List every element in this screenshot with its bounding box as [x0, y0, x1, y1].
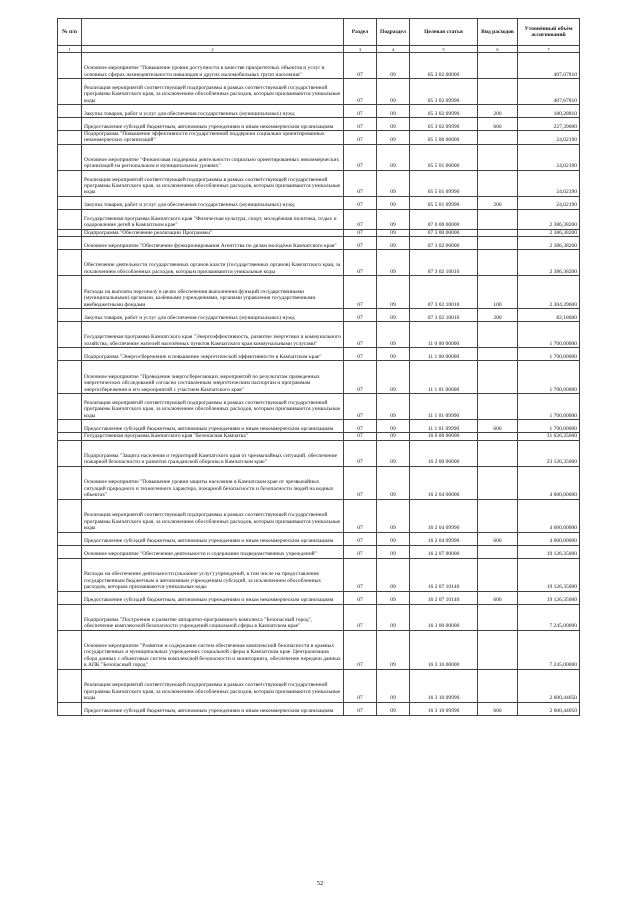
cell-subsection: 09	[377, 630, 410, 669]
header-subsection: Подраздел	[377, 19, 410, 46]
cell-amount: 82,18600	[518, 309, 580, 322]
cell-exptype: 200	[478, 105, 518, 118]
cell-num	[58, 591, 82, 604]
cell-section: 07	[344, 499, 377, 532]
cell-name: Предоставление субсидий бюджетным, автономным учреждениям и иным некоммерческим организациям	[82, 591, 344, 604]
cell-subsection: 09	[377, 466, 410, 499]
table-row	[58, 348, 580, 361]
colnum-1: 1	[58, 46, 82, 53]
cell-num	[58, 499, 82, 532]
table-row	[58, 669, 580, 702]
cell-name: Государственная программа Камчатского края "Энергоэффективность, развитие энергетики и коммунального хозяйства, обеспечение жителей населённых пунктов Камчатского края коммунальными услугами"	[82, 322, 344, 348]
cell-subsection: 09	[377, 209, 410, 229]
table-row	[58, 545, 580, 558]
cell-exptype	[478, 250, 518, 276]
cell-target: 16 3 10 09990	[410, 702, 478, 715]
table-row	[58, 630, 580, 669]
cell-amount: 1 700,00000	[518, 322, 580, 348]
cell-exptype	[478, 361, 518, 394]
table-row	[58, 144, 580, 170]
cell-num	[58, 131, 82, 145]
cell-exptype: 100	[478, 276, 518, 309]
cell-target: 07 3 00 00000	[410, 229, 478, 236]
cell-num	[58, 196, 82, 209]
table-body	[58, 53, 580, 716]
cell-amount: 2 600,44050	[518, 669, 580, 702]
cell-target: 16 2 07 10140	[410, 558, 478, 591]
table-row	[58, 170, 580, 196]
cell-target: 16 2 04 00000	[410, 466, 478, 499]
table-row	[58, 250, 580, 276]
cell-exptype: 200	[478, 309, 518, 322]
cell-subsection: 09	[377, 361, 410, 394]
cell-name: Предоставление субсидий бюджетным, автономным учреждениям и иным некоммерческим организациям	[82, 420, 344, 433]
table-row	[58, 309, 580, 322]
cell-target: 11 1 01 00000	[410, 361, 478, 394]
cell-amount: 4 000,00000	[518, 532, 580, 545]
table-row	[58, 394, 580, 420]
cell-exptype: 200	[478, 196, 518, 209]
table-row	[58, 196, 580, 209]
cell-amount: 24,02190	[518, 131, 580, 145]
cell-name: Подпрограмма "Обеспечение реализации Программы"	[82, 229, 344, 236]
cell-exptype	[478, 229, 518, 236]
cell-section: 07	[344, 237, 377, 250]
cell-subsection: 09	[377, 545, 410, 558]
cell-target: 07 3 02 10010	[410, 309, 478, 322]
table-row	[58, 558, 580, 591]
cell-subsection: 09	[377, 144, 410, 170]
cell-section: 07	[344, 309, 377, 322]
cell-exptype	[478, 558, 518, 591]
cell-section: 07	[344, 348, 377, 361]
cell-name: Подпрограмма "Энергосбережение и повышение энергетической эффективности в Камчатском крае"	[82, 348, 344, 361]
cell-name: Государственная программа Камчатского края "Безопасная Камчатка"	[82, 433, 344, 440]
cell-exptype: 600	[478, 532, 518, 545]
cell-section: 07	[344, 604, 377, 630]
cell-subsection: 09	[377, 604, 410, 630]
colnum-4: 4	[377, 46, 410, 53]
cell-subsection: 09	[377, 669, 410, 702]
cell-num	[58, 237, 82, 250]
cell-target: 05 3 02 00000	[410, 53, 478, 79]
colnum-5: 5	[410, 46, 478, 53]
cell-num	[58, 702, 82, 715]
header-section: Раздел	[344, 19, 377, 46]
cell-target: 11 1 00 00000	[410, 348, 478, 361]
cell-exptype: 600	[478, 702, 518, 715]
cell-num	[58, 170, 82, 196]
cell-num	[58, 466, 82, 499]
cell-amount: 1 700,00000	[518, 394, 580, 420]
cell-num	[58, 276, 82, 309]
cell-num	[58, 144, 82, 170]
cell-amount: 7 245,00000	[518, 630, 580, 669]
cell-target: 07 3 02 10010	[410, 250, 478, 276]
cell-exptype	[478, 53, 518, 79]
table-row	[58, 702, 580, 715]
cell-section: 07	[344, 532, 377, 545]
cell-subsection: 09	[377, 79, 410, 105]
colnum-6: 6	[478, 46, 518, 53]
cell-amount: 24,02190	[518, 196, 580, 209]
cell-exptype: 600	[478, 420, 518, 433]
cell-name: Обеспечение деятельности государственных органов власти (государственных органов) Камчатского края, за исключением обособленных расходов, которым присваиваются уникальные коды	[82, 250, 344, 276]
column-number-row	[58, 46, 580, 53]
table-row	[58, 105, 580, 118]
cell-target: 11 0 00 00000	[410, 322, 478, 348]
cell-amount: 407,67810	[518, 79, 580, 105]
cell-section: 07	[344, 229, 377, 236]
cell-amount: 31 626,35000	[518, 433, 580, 440]
cell-subsection: 09	[377, 420, 410, 433]
cell-name: Расходы на обеспечение деятельности (оказание услуг) учреждений, в том числе на предоставление государственным бюджетным и автономным учреждениям субсидий, за исключением обособленных расходов, которым присваиваются уникальные коды	[82, 558, 344, 591]
cell-section: 07	[344, 466, 377, 499]
cell-name: Подпрограмма "Защита населения и территорий Камчатского края от чрезвычайных ситуаций, обеспечение пожарной безопасности и развитие гражданской обороны в Камчатском крае"	[82, 440, 344, 466]
cell-section: 07	[344, 105, 377, 118]
cell-amount: 19 126,35000	[518, 591, 580, 604]
table-row	[58, 209, 580, 229]
cell-num	[58, 209, 82, 229]
cell-num	[58, 669, 82, 702]
cell-name: Реализация мероприятий соответствующей подпрограммы в рамках соответствующей государственной программы Камчатского края, за исключением обособленных расходов, которым присваиваются уникальные коды	[82, 79, 344, 105]
table-row	[58, 229, 580, 236]
cell-amount: 180,28810	[518, 105, 580, 118]
cell-exptype	[478, 322, 518, 348]
cell-target: 16 3 10 09990	[410, 669, 478, 702]
cell-num	[58, 309, 82, 322]
cell-num	[58, 604, 82, 630]
cell-exptype: 600	[478, 591, 518, 604]
cell-section: 07	[344, 440, 377, 466]
cell-section: 07	[344, 250, 377, 276]
cell-amount: 2 386,38200	[518, 250, 580, 276]
cell-name: Основное мероприятие "Развитие и содержание систем обеспечения комплексной безопасности в краевых государственных и муниципальных учреждениях социальной сферы в Камчатском крае. Централизация сбора данных с объектовых систем комплексной безопасности и мониторинга, обеспечение передачи данных в АПК "Безопасный город"	[82, 630, 344, 669]
cell-exptype	[478, 394, 518, 420]
colnum-2: 2	[82, 46, 344, 53]
cell-subsection: 09	[377, 309, 410, 322]
cell-target: 05 5 01 09990	[410, 196, 478, 209]
cell-name: Закупка товаров, работ и услуг для обеспечения государственных (муниципальных) нужд	[82, 196, 344, 209]
cell-num	[58, 229, 82, 236]
cell-subsection: 09	[377, 591, 410, 604]
cell-subsection: 09	[377, 433, 410, 440]
cell-name: Основное мероприятие "Обеспечение функционирования Агентства по делам молодёжи Камчатского края"	[82, 237, 344, 250]
cell-name: Подпрограмма "Повышение эффективности государственной поддержки социально ориентированных некоммерческих организаций"	[82, 131, 344, 145]
table-row	[58, 237, 580, 250]
cell-name: Реализация мероприятий соответствующей подпрограммы в рамках соответствующей государственной программы Камчатского края, за исключением обособленных расходов, которым присваиваются уникальные коды	[82, 669, 344, 702]
table-row	[58, 433, 580, 440]
table-row	[58, 532, 580, 545]
cell-target: 16 3 00 00000	[410, 604, 478, 630]
cell-amount: 2 386,38200	[518, 229, 580, 236]
cell-num	[58, 250, 82, 276]
cell-section: 07	[344, 420, 377, 433]
cell-exptype	[478, 79, 518, 105]
cell-subsection: 09	[377, 250, 410, 276]
cell-amount: 1 700,00000	[518, 420, 580, 433]
cell-target: 11 1 01 09990	[410, 420, 478, 433]
cell-num	[58, 105, 82, 118]
table-row	[58, 420, 580, 433]
cell-section: 07	[344, 209, 377, 229]
cell-subsection: 09	[377, 348, 410, 361]
cell-name: Реализация мероприятий соответствующей подпрограммы в рамках соответствующей государственной программы Камчатского края, за исключением обособленных расходов, которым присваиваются уникальные коды	[82, 499, 344, 532]
cell-section: 07	[344, 118, 377, 131]
cell-subsection: 09	[377, 394, 410, 420]
cell-num	[58, 420, 82, 433]
cell-amount: 19 126,35000	[518, 545, 580, 558]
cell-exptype	[478, 669, 518, 702]
cell-amount: 24,02190	[518, 170, 580, 196]
cell-exptype	[478, 630, 518, 669]
cell-name: Предоставление субсидий бюджетным, автономным учреждениям и иным некоммерческим организациям	[82, 532, 344, 545]
cell-amount: 4 000,00000	[518, 499, 580, 532]
cell-section: 07	[344, 276, 377, 309]
cell-amount: 2 386,38200	[518, 237, 580, 250]
cell-subsection: 09	[377, 532, 410, 545]
cell-num	[58, 322, 82, 348]
cell-section: 07	[344, 322, 377, 348]
cell-section: 07	[344, 558, 377, 591]
cell-subsection: 09	[377, 105, 410, 118]
cell-section: 07	[344, 144, 377, 170]
cell-exptype: 600	[478, 118, 518, 131]
cell-exptype	[478, 499, 518, 532]
cell-num	[58, 545, 82, 558]
cell-target: 05 5 01 00000	[410, 144, 478, 170]
cell-exptype	[478, 466, 518, 499]
table-row	[58, 466, 580, 499]
cell-name: Реализация мероприятий соответствующей подпрограммы в рамках соответствующей государственной программы Камчатского края, за исключением обособленных расходов, которым присваиваются уникальные коды	[82, 394, 344, 420]
cell-name: Основное мероприятие "Обеспечение деятельности и содержание подведомственных учреждений"	[82, 545, 344, 558]
cell-subsection: 09	[377, 276, 410, 309]
cell-num	[58, 118, 82, 131]
cell-target: 16 2 07 00000	[410, 545, 478, 558]
cell-name: Реализация мероприятий соответствующей подпрограммы в рамках соответствующей государственной программы Камчатского края, за исключением обособленных расходов, которым присваиваются уникальные коды	[82, 170, 344, 196]
cell-name: Предоставление субсидий бюджетным, автономным учреждениям и иным некоммерческим организациям	[82, 118, 344, 131]
cell-num	[58, 558, 82, 591]
cell-target: 11 1 01 09990	[410, 394, 478, 420]
cell-target: 05 5 00 00000	[410, 131, 478, 145]
header-name	[82, 19, 344, 46]
cell-exptype	[478, 144, 518, 170]
header-num: № п/п	[58, 19, 82, 46]
cell-amount: 24,02190	[518, 144, 580, 170]
cell-subsection: 09	[377, 131, 410, 145]
cell-target: 16 2 00 00000	[410, 440, 478, 466]
cell-exptype	[478, 348, 518, 361]
cell-target: 05 5 01 09990	[410, 170, 478, 196]
cell-section: 07	[344, 433, 377, 440]
cell-exptype	[478, 545, 518, 558]
cell-name: Расходы на выплаты персоналу в целях обеспечения выполнения функций государственными (муниципальными) органами, казёнными учреждениями, органами управления государственными внебюджетными фондами	[82, 276, 344, 309]
cell-exptype	[478, 440, 518, 466]
cell-num	[58, 348, 82, 361]
cell-section: 07	[344, 702, 377, 715]
cell-name: Подпрограмма "Построение и развитие аппаратно-программного комплекса "Безопасный город", обеспечение комплексной безопасности учреждений социальной сферы в Камчатском крае"	[82, 604, 344, 630]
header-target: Целевая статья	[410, 19, 478, 46]
cell-num	[58, 630, 82, 669]
cell-name: Основное мероприятие "Повышение уровня защиты населения в Камчатском крае от чрезвычайных ситуаций природного и техногенного характера, пожарной безопасности и безопасности людей на водных объектах"	[82, 466, 344, 499]
cell-amount: 2 600,44050	[518, 702, 580, 715]
cell-target: 16 2 04 09990	[410, 532, 478, 545]
budget-table	[57, 18, 580, 716]
colnum-7: 7	[518, 46, 580, 53]
cell-subsection: 09	[377, 702, 410, 715]
table-row	[58, 591, 580, 604]
cell-name: Основное мероприятие "Повышение уровня доступности в качестве приоритетных объектов и услуг в основных сферах жизнедеятельности инвалидов и других маломобильных групп населения"	[82, 53, 344, 79]
cell-exptype	[478, 131, 518, 145]
cell-section: 07	[344, 669, 377, 702]
cell-exptype	[478, 433, 518, 440]
cell-subsection: 09	[377, 499, 410, 532]
cell-section: 07	[344, 591, 377, 604]
cell-name: Закупка товаров, работ и услуг для обеспечения государственных (муниципальных) нужд	[82, 105, 344, 118]
cell-target: 07 3 02 00000	[410, 237, 478, 250]
cell-subsection: 09	[377, 322, 410, 348]
page-number: 52	[316, 880, 324, 887]
cell-num	[58, 394, 82, 420]
cell-target: 07 0 00 00000	[410, 209, 478, 229]
cell-subsection: 09	[377, 170, 410, 196]
cell-num	[58, 361, 82, 394]
table-row	[58, 440, 580, 466]
cell-section: 07	[344, 545, 377, 558]
table-row	[58, 131, 580, 145]
table-row	[58, 499, 580, 532]
cell-target: 05 3 02 09990	[410, 79, 478, 105]
header-amount: Уточнённый объём ассигнований	[518, 19, 580, 46]
cell-amount: 23 126,35000	[518, 440, 580, 466]
cell-section: 07	[344, 394, 377, 420]
cell-amount: 2 304,39600	[518, 276, 580, 309]
header-exptype: Вид расходов	[478, 19, 518, 46]
table-row	[58, 53, 580, 79]
cell-section: 07	[344, 196, 377, 209]
cell-exptype	[478, 237, 518, 250]
cell-target: 16 3 10 00000	[410, 630, 478, 669]
cell-target: 07 3 02 10010	[410, 276, 478, 309]
cell-subsection: 09	[377, 53, 410, 79]
cell-num	[58, 433, 82, 440]
cell-amount: 19 126,35000	[518, 558, 580, 591]
cell-target: 05 3 02 09990	[410, 105, 478, 118]
cell-name: Предоставление субсидий бюджетным, автономным учреждениям и иным некоммерческим организациям	[82, 702, 344, 715]
table-row	[58, 604, 580, 630]
cell-amount: 407,67810	[518, 53, 580, 79]
cell-amount: 227,39000	[518, 118, 580, 131]
cell-num	[58, 532, 82, 545]
table-header	[58, 19, 580, 53]
cell-exptype	[478, 604, 518, 630]
cell-subsection: 09	[377, 237, 410, 250]
cell-target: 16 2 04 09990	[410, 499, 478, 532]
cell-subsection: 09	[377, 229, 410, 236]
cell-section: 07	[344, 630, 377, 669]
cell-amount: 4 000,00000	[518, 466, 580, 499]
cell-target: 16 2 07 10140	[410, 591, 478, 604]
cell-name: Основное мероприятие "Проведение энергосберегающих мероприятий по результатам проведенных энергетических обследований согласно составленным энергетическим паспортам и программам энергосбережения и его мероприятий с участием Камчатского края"	[82, 361, 344, 394]
cell-amount: 1 700,00000	[518, 348, 580, 361]
cell-exptype	[478, 170, 518, 196]
colnum-3: 3	[344, 46, 377, 53]
cell-amount: 1 700,00000	[518, 361, 580, 394]
cell-section: 07	[344, 79, 377, 105]
cell-num	[58, 79, 82, 105]
cell-amount: 7 245,00000	[518, 604, 580, 630]
cell-exptype	[478, 209, 518, 229]
cell-section: 07	[344, 170, 377, 196]
cell-target: 05 3 02 09990	[410, 118, 478, 131]
cell-section: 07	[344, 131, 377, 145]
table-row	[58, 276, 580, 309]
cell-subsection: 09	[377, 118, 410, 131]
cell-num	[58, 53, 82, 79]
table-row	[58, 322, 580, 348]
cell-name: Закупка товаров, работ и услуг для обеспечения государственных (муниципальных) нужд	[82, 309, 344, 322]
cell-amount: 2 386,38200	[518, 209, 580, 229]
cell-subsection: 09	[377, 558, 410, 591]
cell-subsection: 09	[377, 196, 410, 209]
cell-section: 07	[344, 53, 377, 79]
table-row	[58, 79, 580, 105]
cell-name: Основное мероприятие "Финансовая поддержка деятельности социально ориентированных некоммерческих организаций на региональном и муниципальном уровнях"	[82, 144, 344, 170]
table-row	[58, 118, 580, 131]
cell-target: 16 0 00 00000	[410, 433, 478, 440]
cell-subsection: 09	[377, 440, 410, 466]
cell-section: 07	[344, 361, 377, 394]
cell-name: Государственная программа Камчатского края "Физическая культура, спорт, молодёжная политика, отдых и оздоровление детей в Камчатском крае"	[82, 209, 344, 229]
table-row	[58, 361, 580, 394]
cell-num	[58, 440, 82, 466]
